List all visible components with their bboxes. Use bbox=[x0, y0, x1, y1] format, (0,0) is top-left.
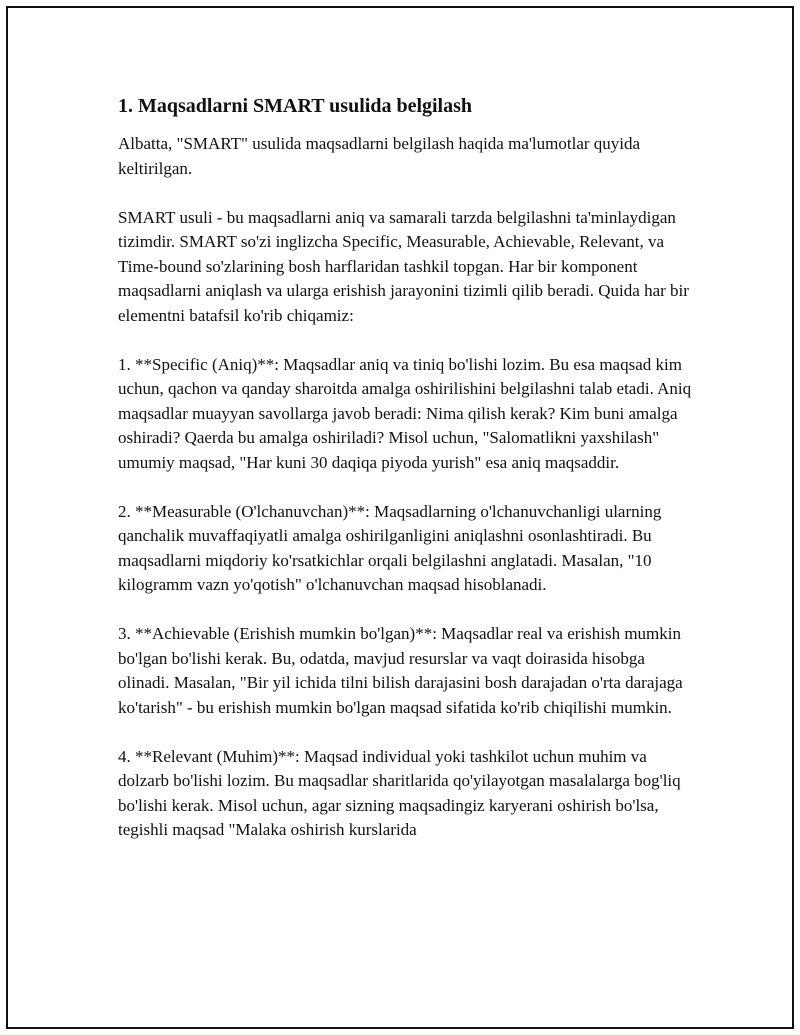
paragraph-measurable: 2. **Measurable (O'lchanuvchan)**: Maqsadlarning o'lchanuvchanligi ularning qanchalik muvaffaqiyatli amalga oshirilganligini aniqlashni osonlashtiradi. Bu maqsadlarni miqdoriy ko'rsatkichlar orqali belgilashni anglatadi. Masalan, "10 kilogramm vazn yo'qotish" o'lchanuvchan maqsad hisoblanadi. bbox=[118, 501, 662, 594]
document-body bbox=[118, 94, 698, 843]
paragraph-relevant: 4. **Relevant (Muhim)**: Maqsad individual yoki tashkilot uchun muhim va dolzarb bo'lishi lozim. Bu maqsadlar sharitlarida qo'yilayotgan masalalarga bog'liq bo'lishi kerak. Misol uchun, agar sizning maqsadingiz karyerani oshirish bo'lsa, tegishli maqsad "Malaka oshirish kurslarida bbox=[118, 746, 681, 839]
document-heading: 1. Maqsadlarni SMART usulida belgilash bbox=[118, 95, 473, 117]
paragraph-achievable: 3. **Achievable (Erishish mumkin bo'lgan)**: Maqsadlar real va erishish mumkin bo'lgan bo'lishi kerak. Bu, odatda, mavjud resurslar va vaqt doirasida hisobga olinadi. Masalan, "Bir yil ichida tilni bilish darajasini bosh darajadan o'rta darajaga ko'tarish" - bu erishish mumkin bo'lgan maqsad sifatida ko'rib chiqilishi mumkin. bbox=[118, 624, 683, 717]
paragraph-smart-overview: SMART usuli - bu maqsadlarni aniq va samarali tarzda belgilashni ta'minlaydigan tizimdir. SMART so'zi inglizcha Specific, Measurable, Achievable, Relevant, va Time-bound so'zlarining bosh harflaridan tashkil topgan. Har bir komponent maqsadlarni aniqlash va ularga erishish jarayonini tizimli qilib beradi. Quida har bir elementni batafsil ko'rib chiqamiz: bbox=[118, 207, 689, 325]
paragraph-intro: Albatta, "SMART" usulida maqsadlarni belgilash haqida ma'lumotlar quyida keltirilgan. bbox=[118, 134, 641, 178]
paragraph-specific: 1. **Specific (Aniq)**: Maqsadlar aniq va tiniq bo'lishi lozim. Bu esa maqsad kim uchun, qachon va qanday sharoitda amalga oshirilishini belgilashni talab etadi. Aniq maqsadlar muayyan savollarga javob beradi: Nima qilish kerak? Kim buni amalga oshiradi? Qaerda bu amalga oshiriladi? Misol uchun, "Salomatlikni yaxshilash" umumiy maqsad, "Har kuni 30 daqiqa piyoda yurish" esa aniq maqsaddir. bbox=[118, 354, 692, 472]
